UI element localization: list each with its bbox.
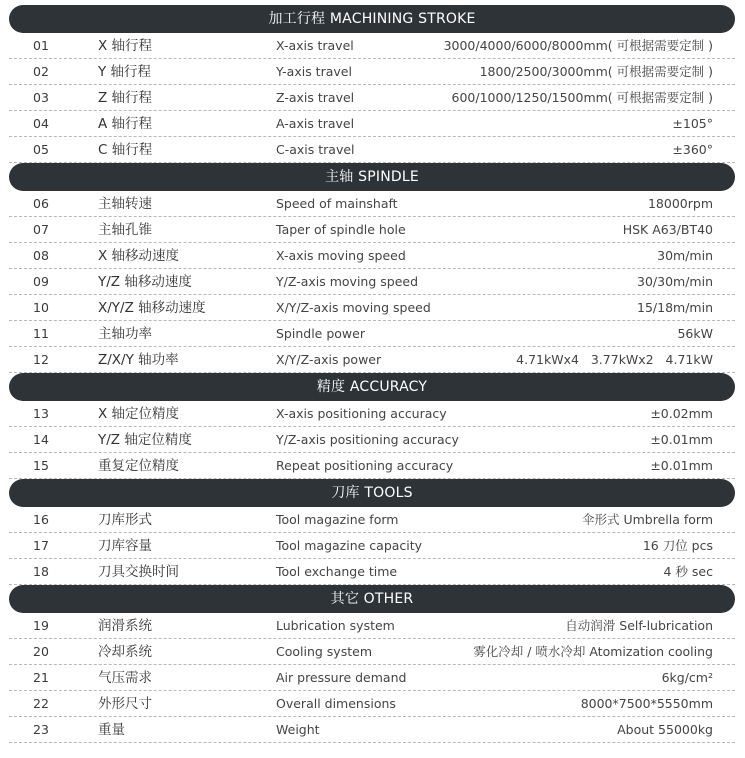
- row-label-en: Z-axis travel: [276, 90, 355, 105]
- row-value: 雾化冷却 / 喷水冷却 Atomization cooling: [473, 644, 713, 659]
- row-value: 30m/min: [657, 248, 713, 263]
- row-label-en: Lubrication system: [276, 618, 395, 633]
- row-number: 09: [33, 274, 49, 289]
- table-row: [9, 691, 735, 717]
- row-label-cn: Y/Z 轴定位精度: [98, 432, 192, 448]
- table-row: [9, 717, 735, 743]
- row-label-cn: 冷却系统: [98, 644, 152, 660]
- table-row: [9, 665, 735, 691]
- row-label-cn: A 轴行程: [98, 116, 153, 132]
- row-value: 16 刀位 pcs: [642, 538, 713, 553]
- row-value: 4 秒 sec: [663, 564, 713, 579]
- row-value: 15/18m/min: [637, 300, 713, 315]
- table-row: [9, 507, 735, 533]
- section-header: 其它 OTHER: [9, 585, 735, 613]
- section-machining-stroke: [9, 5, 735, 163]
- row-value: 8000*7500*5550mm: [580, 696, 713, 711]
- row-number: 17: [33, 538, 49, 553]
- table-row: [9, 533, 735, 559]
- row-number: 03: [33, 90, 49, 105]
- row-number: 21: [33, 670, 49, 685]
- row-number: 05: [33, 142, 49, 157]
- row-label-en: Overall dimensions: [276, 696, 396, 711]
- row-label-en: Tool magazine form: [276, 512, 399, 527]
- row-label-en: Air pressure demand: [276, 670, 407, 685]
- row-label-cn: 主轴孔锥: [98, 222, 152, 238]
- row-label-cn: 主轴功率: [98, 326, 152, 342]
- row-label-cn: X 轴行程: [98, 38, 153, 54]
- row-number: 13: [33, 406, 49, 421]
- table-row: [9, 59, 735, 85]
- row-number: 06: [33, 196, 49, 211]
- row-number: 15: [33, 458, 49, 473]
- row-label-cn: X/Y/Z 轴移动速度: [98, 300, 206, 316]
- row-value: ±105°: [672, 116, 713, 131]
- row-label-en: X/Y/Z-axis moving speed: [276, 300, 431, 315]
- row-label-en: Tool exchange time: [276, 564, 398, 579]
- row-label-en: Taper of spindle hole: [276, 222, 406, 237]
- row-value: ±360°: [672, 142, 713, 157]
- row-number: 22: [33, 696, 49, 711]
- row-label-cn: 重量: [98, 722, 125, 738]
- row-number: 11: [33, 326, 49, 341]
- row-label-cn: Y 轴行程: [98, 64, 152, 80]
- section-tools: [9, 479, 735, 585]
- row-value: 18000rpm: [647, 196, 713, 211]
- row-number: 16: [33, 512, 49, 527]
- row-number: 19: [33, 618, 49, 633]
- section-header: 刀库 TOOLS: [9, 479, 735, 507]
- row-label-cn: 重复定位精度: [98, 458, 179, 474]
- row-label-cn: Z 轴行程: [98, 90, 153, 106]
- row-label-en: C-axis travel: [276, 142, 355, 157]
- section-spindle: [9, 163, 735, 373]
- row-label-en: Speed of mainshaft: [276, 196, 398, 211]
- row-value: 600/1000/1250/1500mm( 可根据需要定制 ): [451, 90, 713, 105]
- table-row: [9, 137, 735, 163]
- row-value: 自动润滑 Self-lubrication: [565, 618, 713, 633]
- row-number: 08: [33, 248, 49, 263]
- row-number: 12: [33, 352, 49, 367]
- table-row: [9, 613, 735, 639]
- row-value: ±0.01mm: [650, 432, 713, 447]
- row-label-en: Tool magazine capacity: [276, 538, 423, 553]
- row-number: 23: [33, 722, 49, 737]
- row-value: 4.71kWx4 3.77kWx2 4.71kW: [516, 352, 713, 367]
- row-label-en: A-axis travel: [276, 116, 355, 131]
- row-value: About 55000kg: [617, 722, 713, 737]
- row-value: ±0.01mm: [650, 458, 713, 473]
- row-label-en: Weight: [276, 722, 320, 737]
- row-value: 3000/4000/6000/8000mm( 可根据需要定制 ): [443, 38, 713, 53]
- row-number: 07: [33, 222, 49, 237]
- row-label-cn: 气压需求: [98, 670, 152, 686]
- row-number: 01: [33, 38, 49, 53]
- table-row: [9, 347, 735, 373]
- row-label-en: X-axis moving speed: [276, 248, 406, 263]
- row-label-en: X-axis travel: [276, 38, 354, 53]
- table-row: [9, 295, 735, 321]
- table-row: [9, 85, 735, 111]
- row-label-cn: 刀具交换时间: [98, 564, 179, 580]
- row-label-cn: X 轴定位精度: [98, 406, 180, 422]
- table-row: [9, 243, 735, 269]
- row-value: 伞形式 Umbrella form: [581, 512, 713, 527]
- row-label-en: Y/Z-axis moving speed: [276, 274, 419, 289]
- row-label-cn: 润滑系统: [98, 618, 152, 634]
- row-label-en: X/Y/Z-axis power: [276, 352, 382, 367]
- row-value: 6kg/cm²: [661, 670, 713, 685]
- row-label-en: Y-axis travel: [276, 64, 352, 79]
- row-label-en: Spindle power: [276, 326, 365, 341]
- row-label-en: Cooling system: [276, 644, 372, 659]
- table-row: [9, 33, 735, 59]
- row-number: 14: [33, 432, 49, 447]
- row-value: 30/30m/min: [637, 274, 713, 289]
- row-value: 56kW: [677, 326, 713, 341]
- section-header: 主轴 SPINDLE: [9, 163, 735, 191]
- table-row: [9, 191, 735, 217]
- row-number: 20: [33, 644, 49, 659]
- row-value: ±0.02mm: [650, 406, 713, 421]
- table-row: [9, 111, 735, 137]
- table-row: [9, 427, 735, 453]
- row-label-cn: 刀库形式: [98, 512, 152, 528]
- row-value: HSK A63/BT40: [622, 222, 713, 237]
- row-number: 18: [33, 564, 49, 579]
- section-header: 加工行程 MACHINING STROKE: [9, 5, 735, 33]
- row-number: 04: [33, 116, 49, 131]
- table-row: [9, 559, 735, 585]
- row-label-en: X-axis positioning accuracy: [276, 406, 447, 421]
- table-row: [9, 401, 735, 427]
- row-label-en: Y/Z-axis positioning accuracy: [276, 432, 459, 447]
- row-number: 10: [33, 300, 49, 315]
- row-number: 02: [33, 64, 49, 79]
- row-label-cn: Z/X/Y 轴功率: [98, 352, 179, 368]
- spec-sheet: [9, 5, 735, 743]
- section-accuracy: [9, 373, 735, 479]
- table-row: [9, 321, 735, 347]
- row-label-cn: C 轴行程: [98, 142, 153, 158]
- row-label-cn: 外形尺寸: [98, 696, 152, 712]
- section-header: 精度 ACCURACY: [9, 373, 735, 401]
- table-row: [9, 217, 735, 243]
- row-label-en: Repeat positioning accuracy: [276, 458, 454, 473]
- row-label-cn: 主轴转速: [98, 196, 152, 212]
- table-row: [9, 453, 735, 479]
- row-label-cn: X 轴移动速度: [98, 248, 180, 264]
- row-value: 1800/2500/3000mm( 可根据需要定制 ): [479, 64, 713, 79]
- table-row: [9, 639, 735, 665]
- row-label-cn: Y/Z 轴移动速度: [98, 274, 192, 290]
- section-other: [9, 585, 735, 743]
- table-row: [9, 269, 735, 295]
- row-label-cn: 刀库容量: [98, 538, 152, 554]
